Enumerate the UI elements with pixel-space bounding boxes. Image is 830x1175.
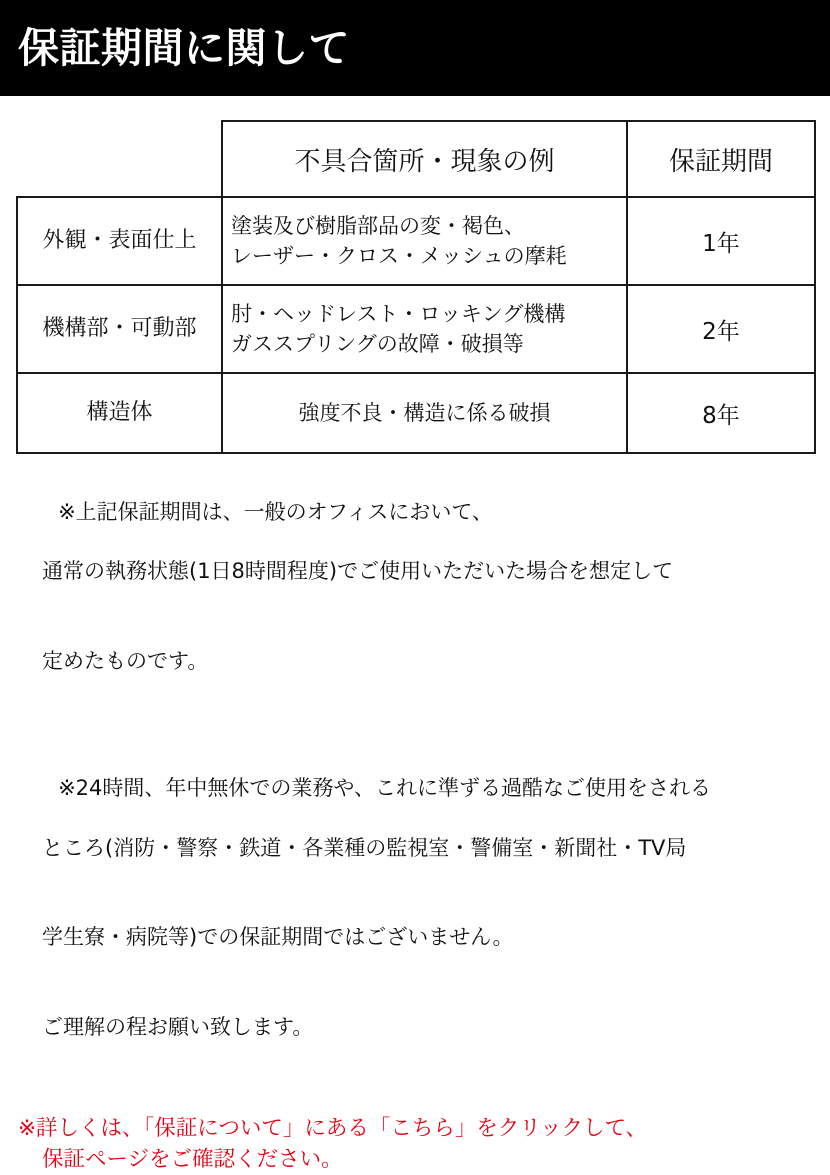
- row-category: 機構部・可動部: [17, 285, 222, 373]
- table-header-symptom: 不具合箇所・現象の例: [222, 121, 627, 197]
- row-period: 2年: [627, 285, 815, 373]
- row-symptom-line1: 肘・ヘッドレスト・ロッキング機構: [231, 301, 566, 326]
- table-row: [17, 373, 815, 453]
- note1-line1: ※上記保証期間は、一般のオフィスにおいて、: [58, 499, 493, 524]
- note1-line2: 通常の執務状態(1日8時間程度)でご使用いただいた場合を想定して: [42, 559, 674, 584]
- note2-line4: ご理解の程お願い致します。: [42, 1014, 314, 1039]
- note-alert-warranty-link: [18, 1114, 814, 1175]
- table-row: [17, 197, 815, 285]
- warranty-table-section: [0, 96, 830, 454]
- note2-line1: ※24時間、年中無休での業務や、これに準ずる過酷なご使用をされる: [58, 776, 711, 801]
- table-header-blank: [17, 121, 222, 197]
- row-symptom: [222, 197, 627, 285]
- alert-line2: 保証ページをご確認ください。: [42, 1146, 343, 1172]
- table-row: [17, 285, 815, 373]
- page-header: [0, 0, 830, 96]
- row-period: 8年: [627, 373, 815, 453]
- row-symptom-line2: ガススプリングの故障・破損等: [231, 332, 524, 356]
- warranty-table: [16, 120, 816, 454]
- row-category: 外観・表面仕上: [17, 197, 222, 285]
- table-header-period: 保証期間: [627, 121, 815, 197]
- note2-line3: 学生寮・病院等)での保証期間ではございません。: [42, 925, 514, 950]
- note-exclusions: [18, 744, 814, 1102]
- row-symptom-line2: レーザー・クロス・メッシュの摩耗: [231, 244, 567, 268]
- notes-section: [0, 454, 830, 1175]
- note2-line2: ところ(消防・警察・鉄道・各業種の監視室・警備室・新聞社・TV局: [42, 835, 687, 860]
- page-title: 保証期間に関して: [18, 23, 350, 72]
- row-symptom: 強度不良・構造に係る破損: [222, 373, 627, 453]
- row-category: 構造体: [17, 373, 222, 453]
- row-symptom-line1: 塗装及び樹脂部品の変・褐色、: [231, 213, 525, 238]
- note1-line3: 定めたものです。: [42, 648, 209, 673]
- row-symptom: [222, 285, 627, 373]
- note-usage-assumption: [18, 468, 814, 736]
- alert-line1: ※詳しくは、「保証について」にある「こちら」をクリックして、: [18, 1116, 648, 1142]
- table-header-row: [17, 121, 815, 197]
- row-period: 1年: [627, 197, 815, 285]
